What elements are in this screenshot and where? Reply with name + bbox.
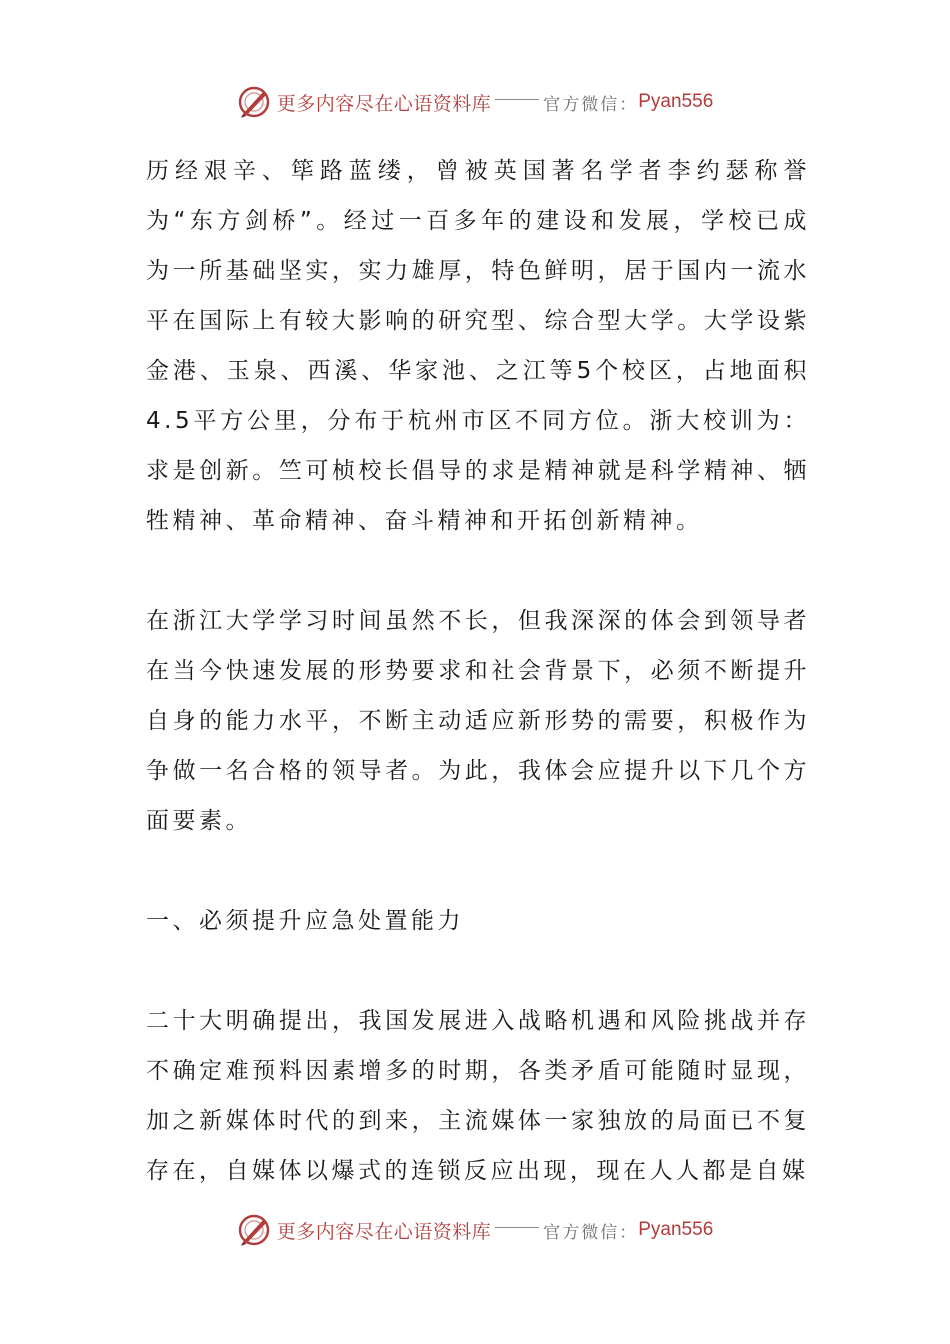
paragraph-study-reflection: 在浙江大学学习时间虽然不长，但我深深的体会到领导者在当今快速发展的形势要求和社会背景下，必须不断提升自身的能力水平，不断主动适应新形势的需要，积极作为争做一名合格的领导者。为此，我体会应提升以下几个方面要素。 xyxy=(146,608,810,834)
banner-official-label: 官方微信： xyxy=(543,94,639,115)
paragraph-emergency-context: 二十大明确提出，我国发展进入战略机遇和风险挑战并存不确定难预料因素增多的时期，各类矛盾可能随时显现，加之新媒体时代的到来，主流媒体一家独放的局面已不复存在，自媒体以爆式的连锁反应出现，现在人人都是自媒 xyxy=(146,1008,810,1184)
paragraph-spacer xyxy=(146,946,810,996)
pen-logo-icon xyxy=(237,1213,271,1247)
banner-official-label: 官方微信： xyxy=(543,1222,639,1243)
banner-divider xyxy=(495,1227,539,1228)
banner-divider xyxy=(495,99,539,100)
paragraph-spacer xyxy=(146,846,810,896)
banner-wechat-id: Pyan556 xyxy=(638,1219,714,1240)
footer-watermark xyxy=(0,1210,950,1250)
pen-logo-icon xyxy=(237,85,271,119)
banner-wechat-id: Pyan556 xyxy=(638,91,714,112)
header-watermark xyxy=(0,82,950,122)
paragraph-spacer xyxy=(146,546,810,596)
paragraph-zju-intro: 历经艰辛、筚路蓝缕，曾被英国著名学者李约瑟称誉为“东方剑桥”。经过一百多年的建设和发展，学校已成为一所基础坚实，实力雄厚，特色鲜明，居于国内一流水平在国际上有较大影响的研究型、综合型大学。大学设紫金港、玉泉、西溪、华家池、之江等5个校区，占地面积4.5平方公里，分布于杭州市区不同方位。浙大校训为：求是创新。竺可桢校长倡导的求是精神就是科学精神、牺牲精神、革命精神、奋斗精神和开拓创新精神。 xyxy=(146,158,810,534)
banner-main-text: 更多内容尽在心语资料库 xyxy=(276,1220,492,1243)
banner-main-text: 更多内容尽在心语资料库 xyxy=(276,92,492,115)
section-heading-emergency: 一、必须提升应急处置能力 xyxy=(146,908,464,934)
document-body xyxy=(146,146,810,1196)
